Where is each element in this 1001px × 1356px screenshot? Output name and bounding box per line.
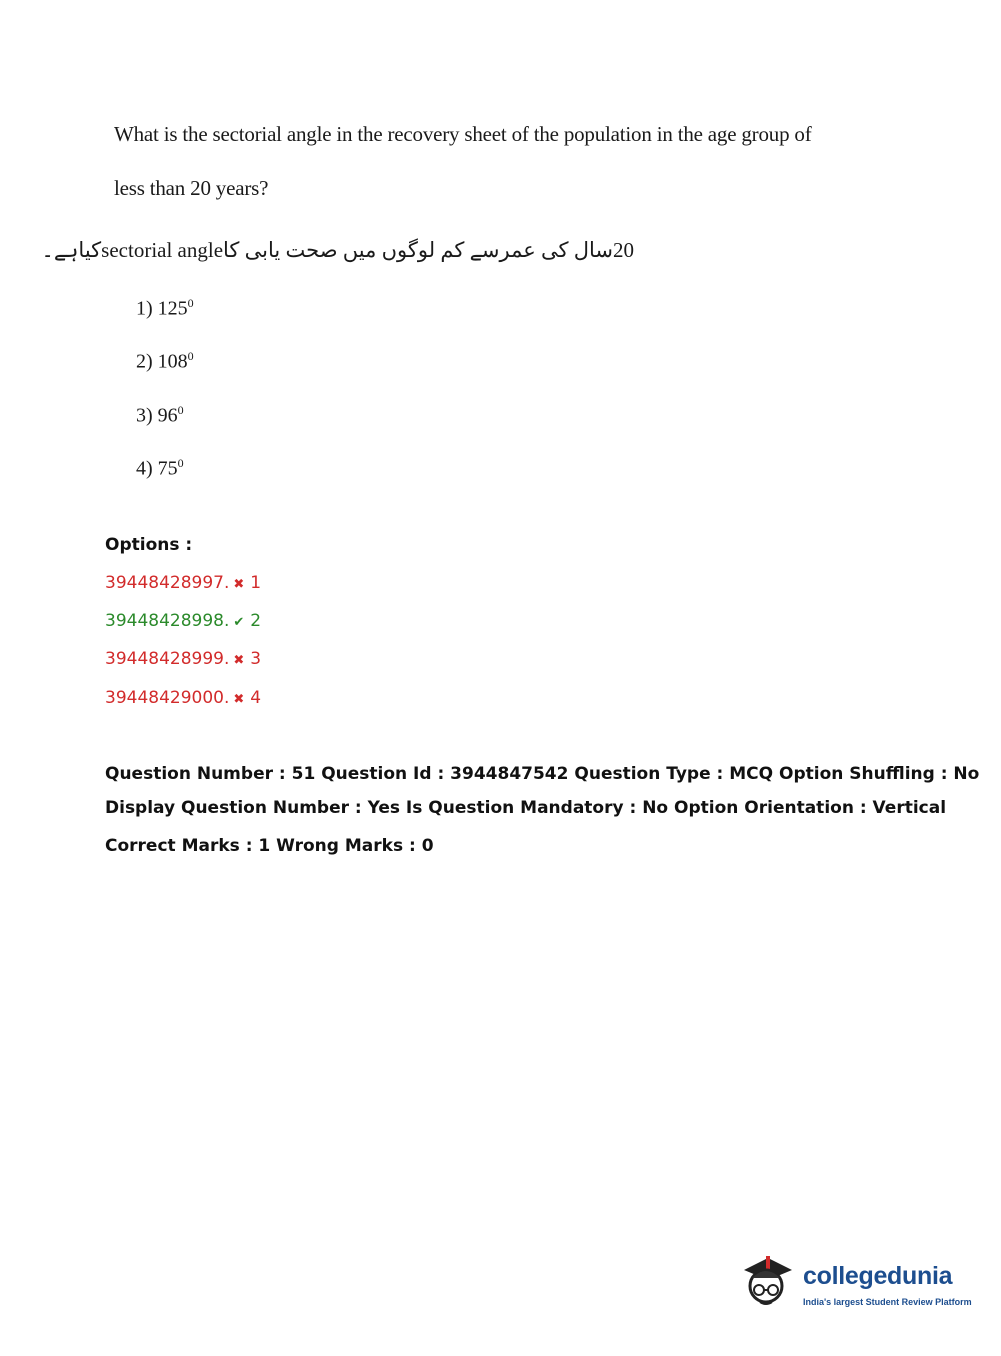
option-id: 39448429000. [105,688,230,708]
choice-value: 125 [157,297,188,320]
logo-tagline: India's largest Student Review Platform [803,1297,972,1307]
cross-icon: ✖ [233,577,245,592]
choice-number: 1) [136,297,153,320]
question-meta-line3: Correct Marks : 1 Wrong Marks : 0 [105,836,434,856]
choice-1 [136,296,194,321]
choice-4 [136,456,184,481]
choice-superscript: 0 [187,296,194,310]
question-meta-line1: Question Number : 51 Question Id : 3944847542 Question Type : MCQ Option Shuffling : No [105,764,980,784]
option-label: 2 [250,611,262,631]
option-row [105,611,261,631]
choice-2 [136,349,194,374]
logo-name: collegedunia [803,1262,953,1290]
choice-superscript: 0 [177,456,184,470]
choice-3 [136,403,184,428]
option-id: 39448428999. [105,649,230,669]
option-label: 4 [250,688,262,708]
options-heading: Options : [105,535,193,555]
check-icon: ✔ [233,615,245,630]
cross-icon: ✖ [233,692,245,707]
option-row [105,688,261,708]
option-row [105,649,261,669]
choice-superscript: 0 [187,349,194,363]
option-id: 39448428998. [105,611,230,631]
choice-superscript: 0 [177,403,184,417]
choice-value: 75 [157,457,178,480]
choice-number: 3) [136,404,153,427]
choice-number: 2) [136,350,153,373]
choice-number: 4) [136,457,153,480]
choice-value: 108 [157,350,188,373]
question-text-line2: less than 20 years? [114,176,269,200]
option-label: 1 [250,573,262,593]
option-row [105,573,261,593]
question-meta-line2: Display Question Number : Yes Is Question Mandatory : No Option Orientation : Vertical [105,798,947,818]
option-label: 3 [250,649,262,669]
option-id: 39448428997. [105,573,230,593]
question-text-line1: What is the sectorial angle in the recovery sheet of the population in the age group of [114,122,812,146]
question-text-urdu: 20سال کی عمرسے کم لوگوں میں صحت یابی کاsectorial angleکیاہے۔ [41,238,634,262]
choice-value: 96 [157,404,178,427]
cross-icon: ✖ [233,653,245,668]
